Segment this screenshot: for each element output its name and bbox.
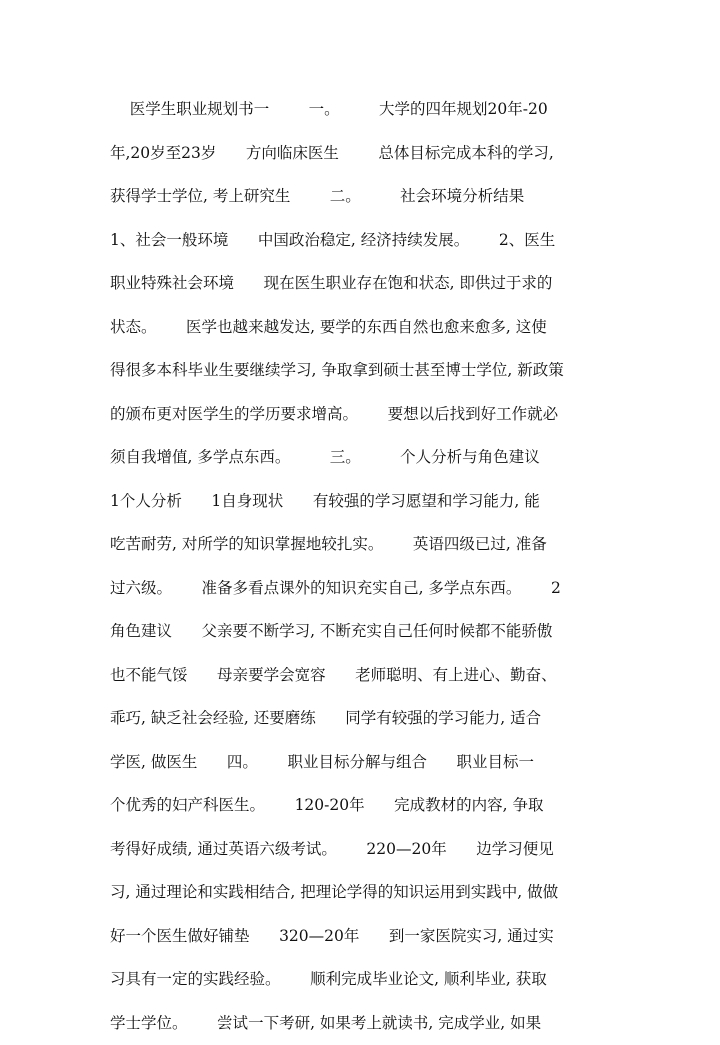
text-line: 角色建议 父亲要不断学习, 不断充实自己任何时候都不能骄傲: [110, 610, 630, 654]
text-line: 学医, 做医生 四。 职业目标分解与组合 职业目标一: [110, 741, 630, 785]
text-line: 状态。 医学也越来越发达, 要学的东西自然也愈来愈多, 这使: [110, 306, 630, 350]
text-line: 学士学位。 尝试一下考研, 如果考上就读书, 完成学业, 如果: [110, 1002, 630, 1045]
text-line: 得很多本科毕业生要继续学习, 争取拿到硕士甚至博士学位, 新政策: [110, 349, 630, 393]
text-line: 职业特殊社会环境 现在医生职业存在饱和状态, 即供过于求的: [110, 262, 630, 306]
text-line: 医学生职业规划书一 一。 大学的四年规划20年-20: [110, 88, 630, 132]
text-line: 获得学士学位, 考上研究生 二。 社会环境分析结果: [110, 175, 630, 219]
text-line: 好一个医生做好铺垫 320—20年 到一家医院实习, 通过实: [110, 915, 630, 959]
text-line: 考得好成绩, 通过英语六级考试。 220—20年 边学习便见: [110, 828, 630, 872]
text-line: 吃苦耐劳, 对所学的知识掌握地较扎实。 英语四级已过, 准备: [110, 523, 630, 567]
text-line: 须自我增值, 多学点东西。 三。 个人分析与角色建议: [110, 436, 630, 480]
text-line: 年,20岁至23岁 方向临床医生 总体目标完成本科的学习,: [110, 132, 630, 176]
text-line: 的颁布更对医学生的学历要求增高。 要想以后找到好工作就必: [110, 393, 630, 437]
text-line: 乖巧, 缺乏社会经验, 还要磨练 同学有较强的学习能力, 适合: [110, 697, 630, 741]
text-line: 1个人分析 1自身现状 有较强的学习愿望和学习能力, 能: [110, 480, 630, 524]
text-line: 也不能气馁 母亲要学会宽容 老师聪明、有上进心、勤奋、: [110, 654, 630, 698]
text-line: 过六级。 准备多看点课外的知识充实自己, 多学点东西。 2: [110, 567, 630, 611]
document-body: [110, 88, 630, 1045]
text-line: 个优秀的妇产科医生。 120-20年 完成教材的内容, 争取: [110, 784, 630, 828]
text-line: 习具有一定的实践经验。 顺利完成毕业论文, 顺利毕业, 获取: [110, 958, 630, 1002]
text-line: 1、社会一般环境 中国政治稳定, 经济持续发展。 2、医生: [110, 219, 630, 263]
text-line: 习, 通过理论和实践相结合, 把理论学得的知识运用到实践中, 做做: [110, 871, 630, 915]
